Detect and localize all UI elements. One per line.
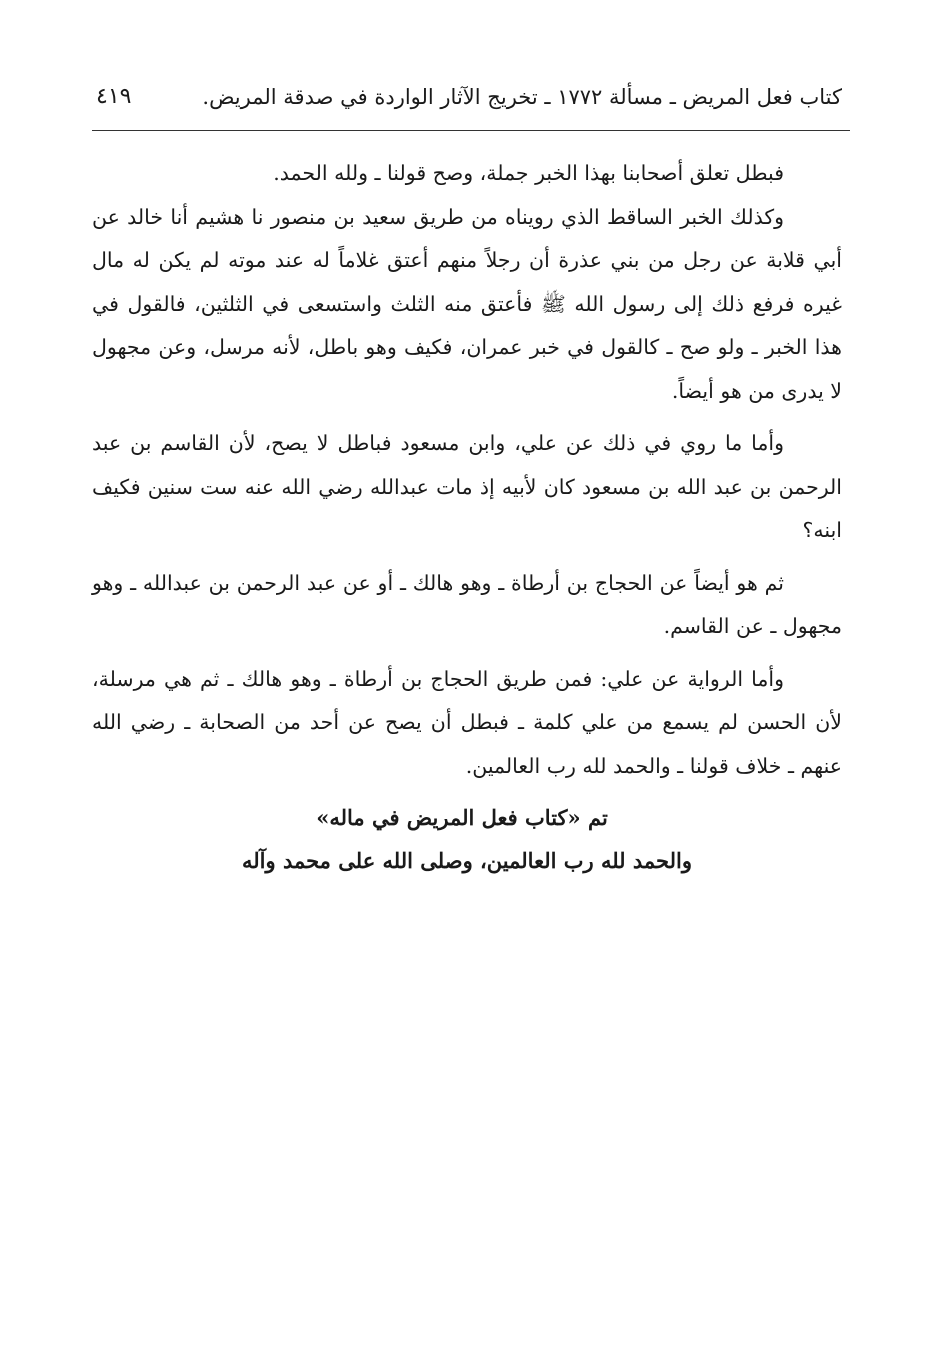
running-header	[92, 80, 842, 120]
colophon-line-1: تم «كتاب فعل المريض في ماله»	[316, 805, 608, 830]
paragraph-4: ثم هو أيضاً عن الحجاج بن أرطاة ـ وهو هالك ـ أو عن عبد الرحمن بن عبدالله ـ وهو مجهول ـ عن القاسم.	[92, 570, 842, 638]
page-number: ٤١٩	[96, 84, 132, 109]
paragraph-3: وأما ما روي في ذلك عن علي، وابن مسعود فباطل لا يصح، لأن القاسم بن عبد الرحمن بن عبد الله بن مسعود كان لأبيه إذ مات عبدالله رضي الله عنه ست سنين فكيف ابنه؟	[92, 431, 842, 542]
paragraph-2: وكذلك الخبر الساقط الذي رويناه من طريق سعيد بن منصور نا هشيم أنا خالد عن أبي قلابة عن رجل من بني عذرة أن رجلاً منهم أعتق غلاماً له عند موته لم يكن له مال غيره فرفع ذلك إلى رسول الله ﷺ فأعتق منه الثلث واستسعى في الثلثين، فالقول في هذا الخبر ـ ولو صح ـ كالقول في خبر عمران، فكيف وهو باطل، لأنه مرسل، وعن مجهول لا يدرى من هو أيضاً.	[92, 204, 842, 403]
colophon	[92, 796, 842, 882]
body-text	[92, 152, 842, 788]
paragraph-5: وأما الرواية عن علي: فمن طريق الحجاج بن أرطاة ـ وهو هالك ـ ثم هي مرسلة، لأن الحسن لم يسمع من علي كلمة ـ فبطل أن يصح عن أحد من الصحابة ـ رضي الله عنهم ـ خلاف قولنا ـ والحمد لله رب العالمين.	[92, 666, 842, 778]
paragraph-1: فبطل تعلق أصحابنا بهذا الخبر جملة، وصح قولنا ـ ولله الحمد.	[273, 161, 784, 185]
header-title: كتاب فعل المريض ـ مسألة ١٧٧٢ ـ تخريج الآثار الواردة في صدقة المريض.	[202, 85, 842, 109]
header-divider	[92, 130, 850, 131]
colophon-line-2: والحمد لله رب العالمين، وصلى الله على محمد وآله	[242, 848, 692, 873]
